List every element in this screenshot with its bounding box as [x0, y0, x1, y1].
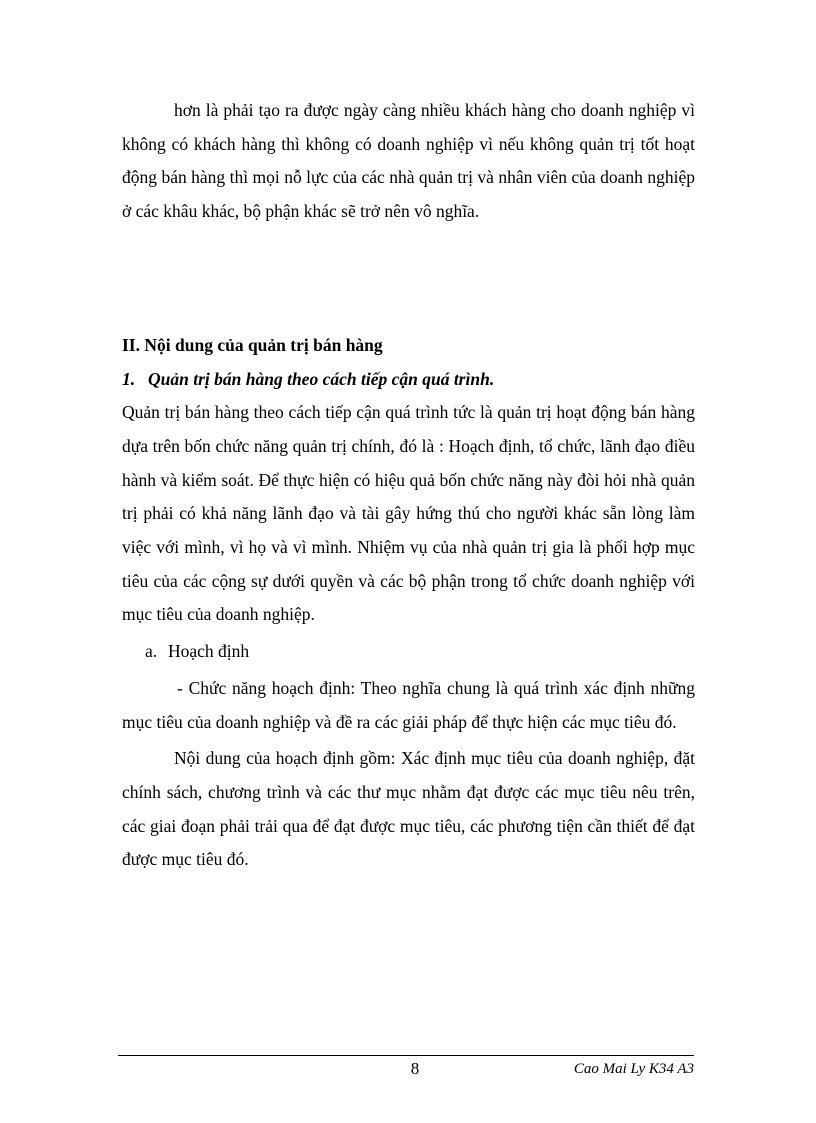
list-item-label: Hoạch định	[168, 641, 250, 662]
planning-function-paragraph: - Chức năng hoạch định: Theo nghĩa chung là quá trình xác định những mục tiêu của doanh nghiệp và đề ra các giải pháp để thực hiện các mục tiêu đó.	[122, 677, 695, 732]
section-heading: II. Nội dung của quản trị bán hàng	[122, 334, 383, 355]
list-marker: a.	[145, 641, 158, 662]
subsection-title: Quản trị bán hàng theo cách tiếp cận quá trình.	[148, 368, 495, 389]
subsection-number: 1.	[122, 368, 136, 389]
list-item-planning	[122, 635, 695, 669]
intro-paragraph: hơn là phải tạo ra được ngày càng nhiều khách hàng cho doanh nghiệp vì không có khách hàng thì không có doanh nghiệp vì nếu không quản trị tốt hoạt động bán hàng thì mọi nỗ lực của các nhà quản trị và nhân viên của doanh nghiệp ở các khâu khác, bộ phận khác sẽ trở nên vô nghĩa.	[122, 100, 695, 222]
subsection-heading	[122, 363, 695, 397]
footer-author: Cao Mai Ly K34 A3	[573, 1061, 694, 1077]
footer-divider	[118, 1055, 694, 1056]
process-approach-paragraph: Quản trị bán hàng theo cách tiếp cận quá trình tức là quản trị hoạt động bán hàng dựa trên bốn chức năng quản trị chính, đó là : Hoạch định, tổ chức, lãnh đạo điều hành và kiểm soát. Để thực hiện có hiệu quả bốn chức năng này đòi hỏi nhà quản trị phải có khả năng lãnh đạo và tài gây hứng thú cho người khác sẵn lòng làm việc với mình, vì họ và vì mình. Nhiệm vụ của nhà quản trị gia là phối hợp mục tiêu của các cộng sự dưới quyền và các bộ phận trong tổ chức doanh nghiệp với mục tiêu của doanh nghiệp.	[122, 402, 695, 625]
page-number: 8	[410, 1059, 420, 1078]
planning-content-paragraph: Nội dung của hoạch định gồm: Xác định mục tiêu của doanh nghiệp, đặt chính sách, chương trình và các thư mục nhằm đạt được các mục tiêu nêu trên, các giai đoạn phải trải qua để đạt được mục tiêu, các phương tiện cần thiết để đạt được mục tiêu đó.	[122, 748, 695, 870]
page-body	[122, 94, 695, 877]
